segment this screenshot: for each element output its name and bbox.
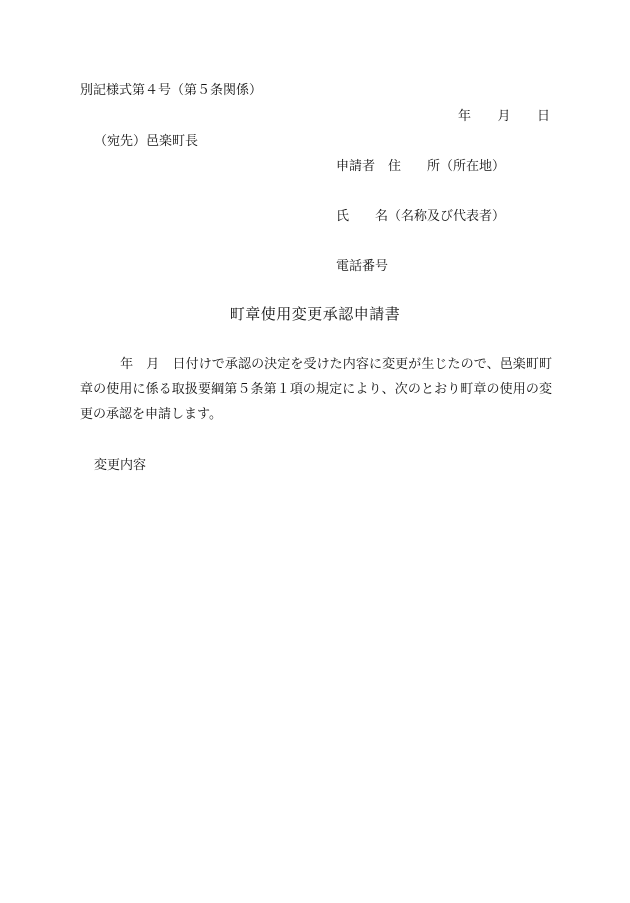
- applicant-address-label: 申請者 住 所（所在地）: [336, 159, 506, 174]
- document-title: 町章使用変更承認申請書: [229, 305, 401, 323]
- addressee: （宛先）邑楽町長: [94, 134, 199, 149]
- form-number: 別記様式第４号（第５条関係）: [80, 83, 263, 98]
- applicant-phone-label: 電話番号: [336, 259, 389, 274]
- body-paragraph: [80, 352, 552, 427]
- applicant-name-label: 氏 名（名称及び代表者）: [336, 209, 506, 224]
- month-label: 月: [497, 109, 511, 124]
- year-label: 年: [458, 109, 472, 124]
- change-content-heading: 変更内容: [94, 458, 147, 473]
- body-text: 年 月 日付けで承認の決定を受けた内容に変更が生じたので、邑楽町町章の使用に係る取扱要綱第５条第１項の規定により、次のとおり町章の使用の変更の承認を申請します。: [80, 357, 552, 422]
- day-label: 日: [536, 109, 550, 124]
- date-line: [458, 110, 550, 123]
